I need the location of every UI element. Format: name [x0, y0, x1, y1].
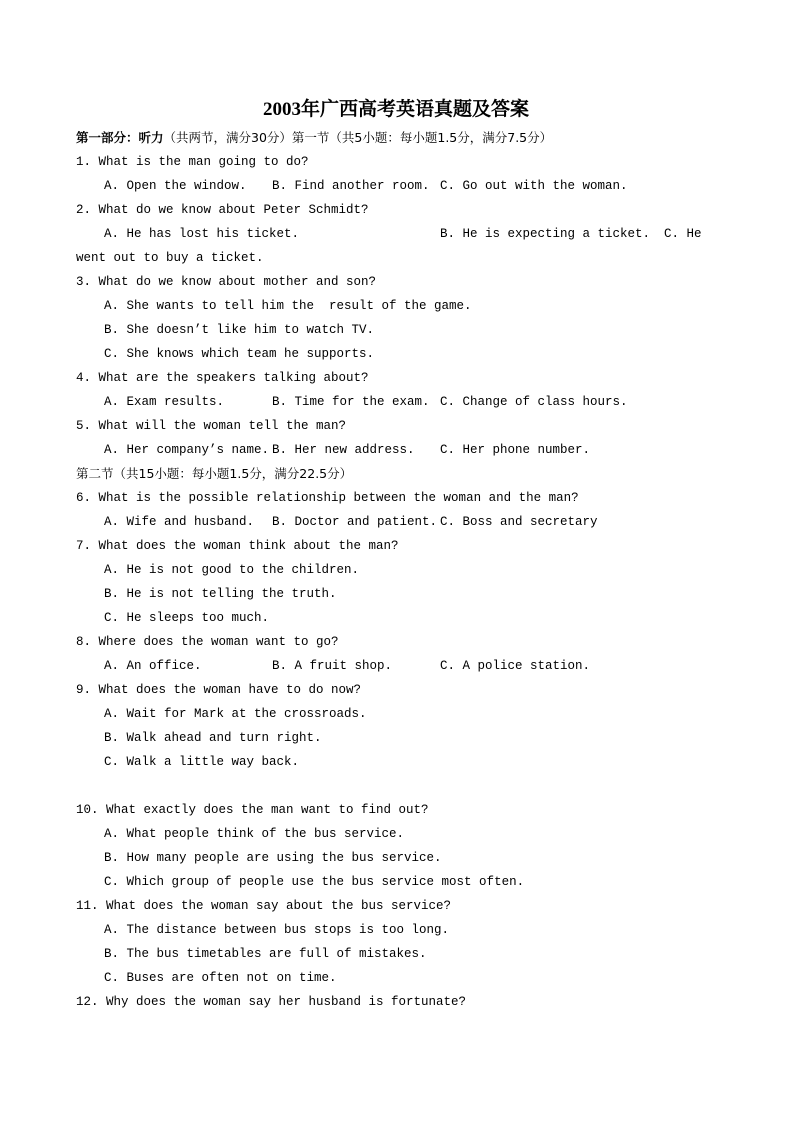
q5-option-b: B. Her new address. [272, 443, 415, 457]
q4-option-a: A. Exam results. [104, 395, 225, 409]
question-2: 2. What do we know about Peter Schmidt? [76, 203, 369, 217]
question-3: 3. What do we know about mother and son? [76, 275, 377, 289]
q2-option-a: A. He has lost his ticket. [104, 227, 300, 241]
section2-heading: 第二节（共15小题：每小题1.5分，满分22.5分） [76, 466, 353, 481]
question-7: 7. What does the woman think about the man? [76, 539, 399, 553]
question-6-options [76, 510, 716, 534]
question-1: 1. What is the man going to do? [76, 155, 309, 169]
question-4: 4. What are the speakers talking about? [76, 371, 369, 385]
q10-option-b: B. How many people are using the bus service. [104, 851, 442, 865]
q4-option-b: B. Time for the exam. [272, 395, 430, 409]
question-4-options [76, 390, 716, 414]
q4-option-c: C. Change of class hours. [440, 395, 628, 409]
page-title: 2003年广西高考英语真题及答案 [262, 99, 529, 120]
q8-option-b: B. A fruit shop. [272, 659, 393, 673]
q5-option-c: C. Her phone number. [440, 443, 591, 457]
q1-option-a: A. Open the window. [104, 179, 247, 193]
q6-option-c: C. Boss and secretary [440, 515, 598, 529]
part1-heading-rest: （共两节，满分30分）第一节（共5小题：每小题1.5分，满分7.5分） [163, 130, 553, 145]
q6-option-a: A. Wife and husband. [104, 515, 255, 529]
question-9: 9. What does the woman have to do now? [76, 683, 362, 697]
question-8-options [76, 654, 716, 678]
question-12: 12. Why does the woman say her husband is fortunate? [76, 995, 467, 1009]
question-5: 5. What will the woman tell the man? [76, 419, 347, 433]
q3-option-c: C. She knows which team he supports. [104, 347, 375, 361]
q6-option-b: B. Doctor and patient. [272, 515, 438, 529]
q7-option-a: A. He is not good to the children. [104, 563, 360, 577]
q7-option-c: C. He sleeps too much. [104, 611, 270, 625]
part1-heading-bold: 第一部分：听力 [76, 130, 164, 145]
q1-option-b: B. Find another room. [272, 179, 430, 193]
q9-option-b: B. Walk ahead and turn right. [104, 731, 322, 745]
q2-option-b: B. He is expecting a ticket. [440, 227, 651, 241]
question-5-options [76, 438, 716, 462]
q1-option-c: C. Go out with the woman. [440, 179, 628, 193]
q11-option-b: B. The bus timetables are full of mistakes. [104, 947, 427, 961]
q2-option-c-continued: went out to buy a ticket. [76, 251, 264, 265]
exam-page [76, 96, 716, 1014]
q11-option-c: C. Buses are often not on time. [104, 971, 337, 985]
question-2-options [76, 222, 716, 246]
q8-option-c: C. A police station. [440, 659, 591, 673]
q3-option-b: B. She doesn’t like him to watch TV. [104, 323, 375, 337]
part1-heading [76, 126, 716, 150]
q5-option-a: A. Her company’s name. [104, 443, 270, 457]
question-1-options [76, 174, 716, 198]
q7-option-b: B. He is not telling the truth. [104, 587, 337, 601]
q11-option-a: A. The distance between bus stops is too long. [104, 923, 450, 937]
q10-option-c: C. Which group of people use the bus service most often. [104, 875, 525, 889]
q3-option-a: A. She wants to tell him the result of the game. [104, 299, 472, 313]
spacer [76, 774, 716, 798]
question-10: 10. What exactly does the man want to find out? [76, 803, 429, 817]
q10-option-a: A. What people think of the bus service. [104, 827, 405, 841]
q9-option-a: A. Wait for Mark at the crossroads. [104, 707, 367, 721]
q2-option-c: C. He [664, 227, 702, 241]
q8-option-a: A. An office. [104, 659, 202, 673]
question-8: 8. Where does the woman want to go? [76, 635, 339, 649]
question-11: 11. What does the woman say about the bus service? [76, 899, 452, 913]
q9-option-c: C. Walk a little way back. [104, 755, 300, 769]
question-6: 6. What is the possible relationship between the woman and the man? [76, 491, 579, 505]
